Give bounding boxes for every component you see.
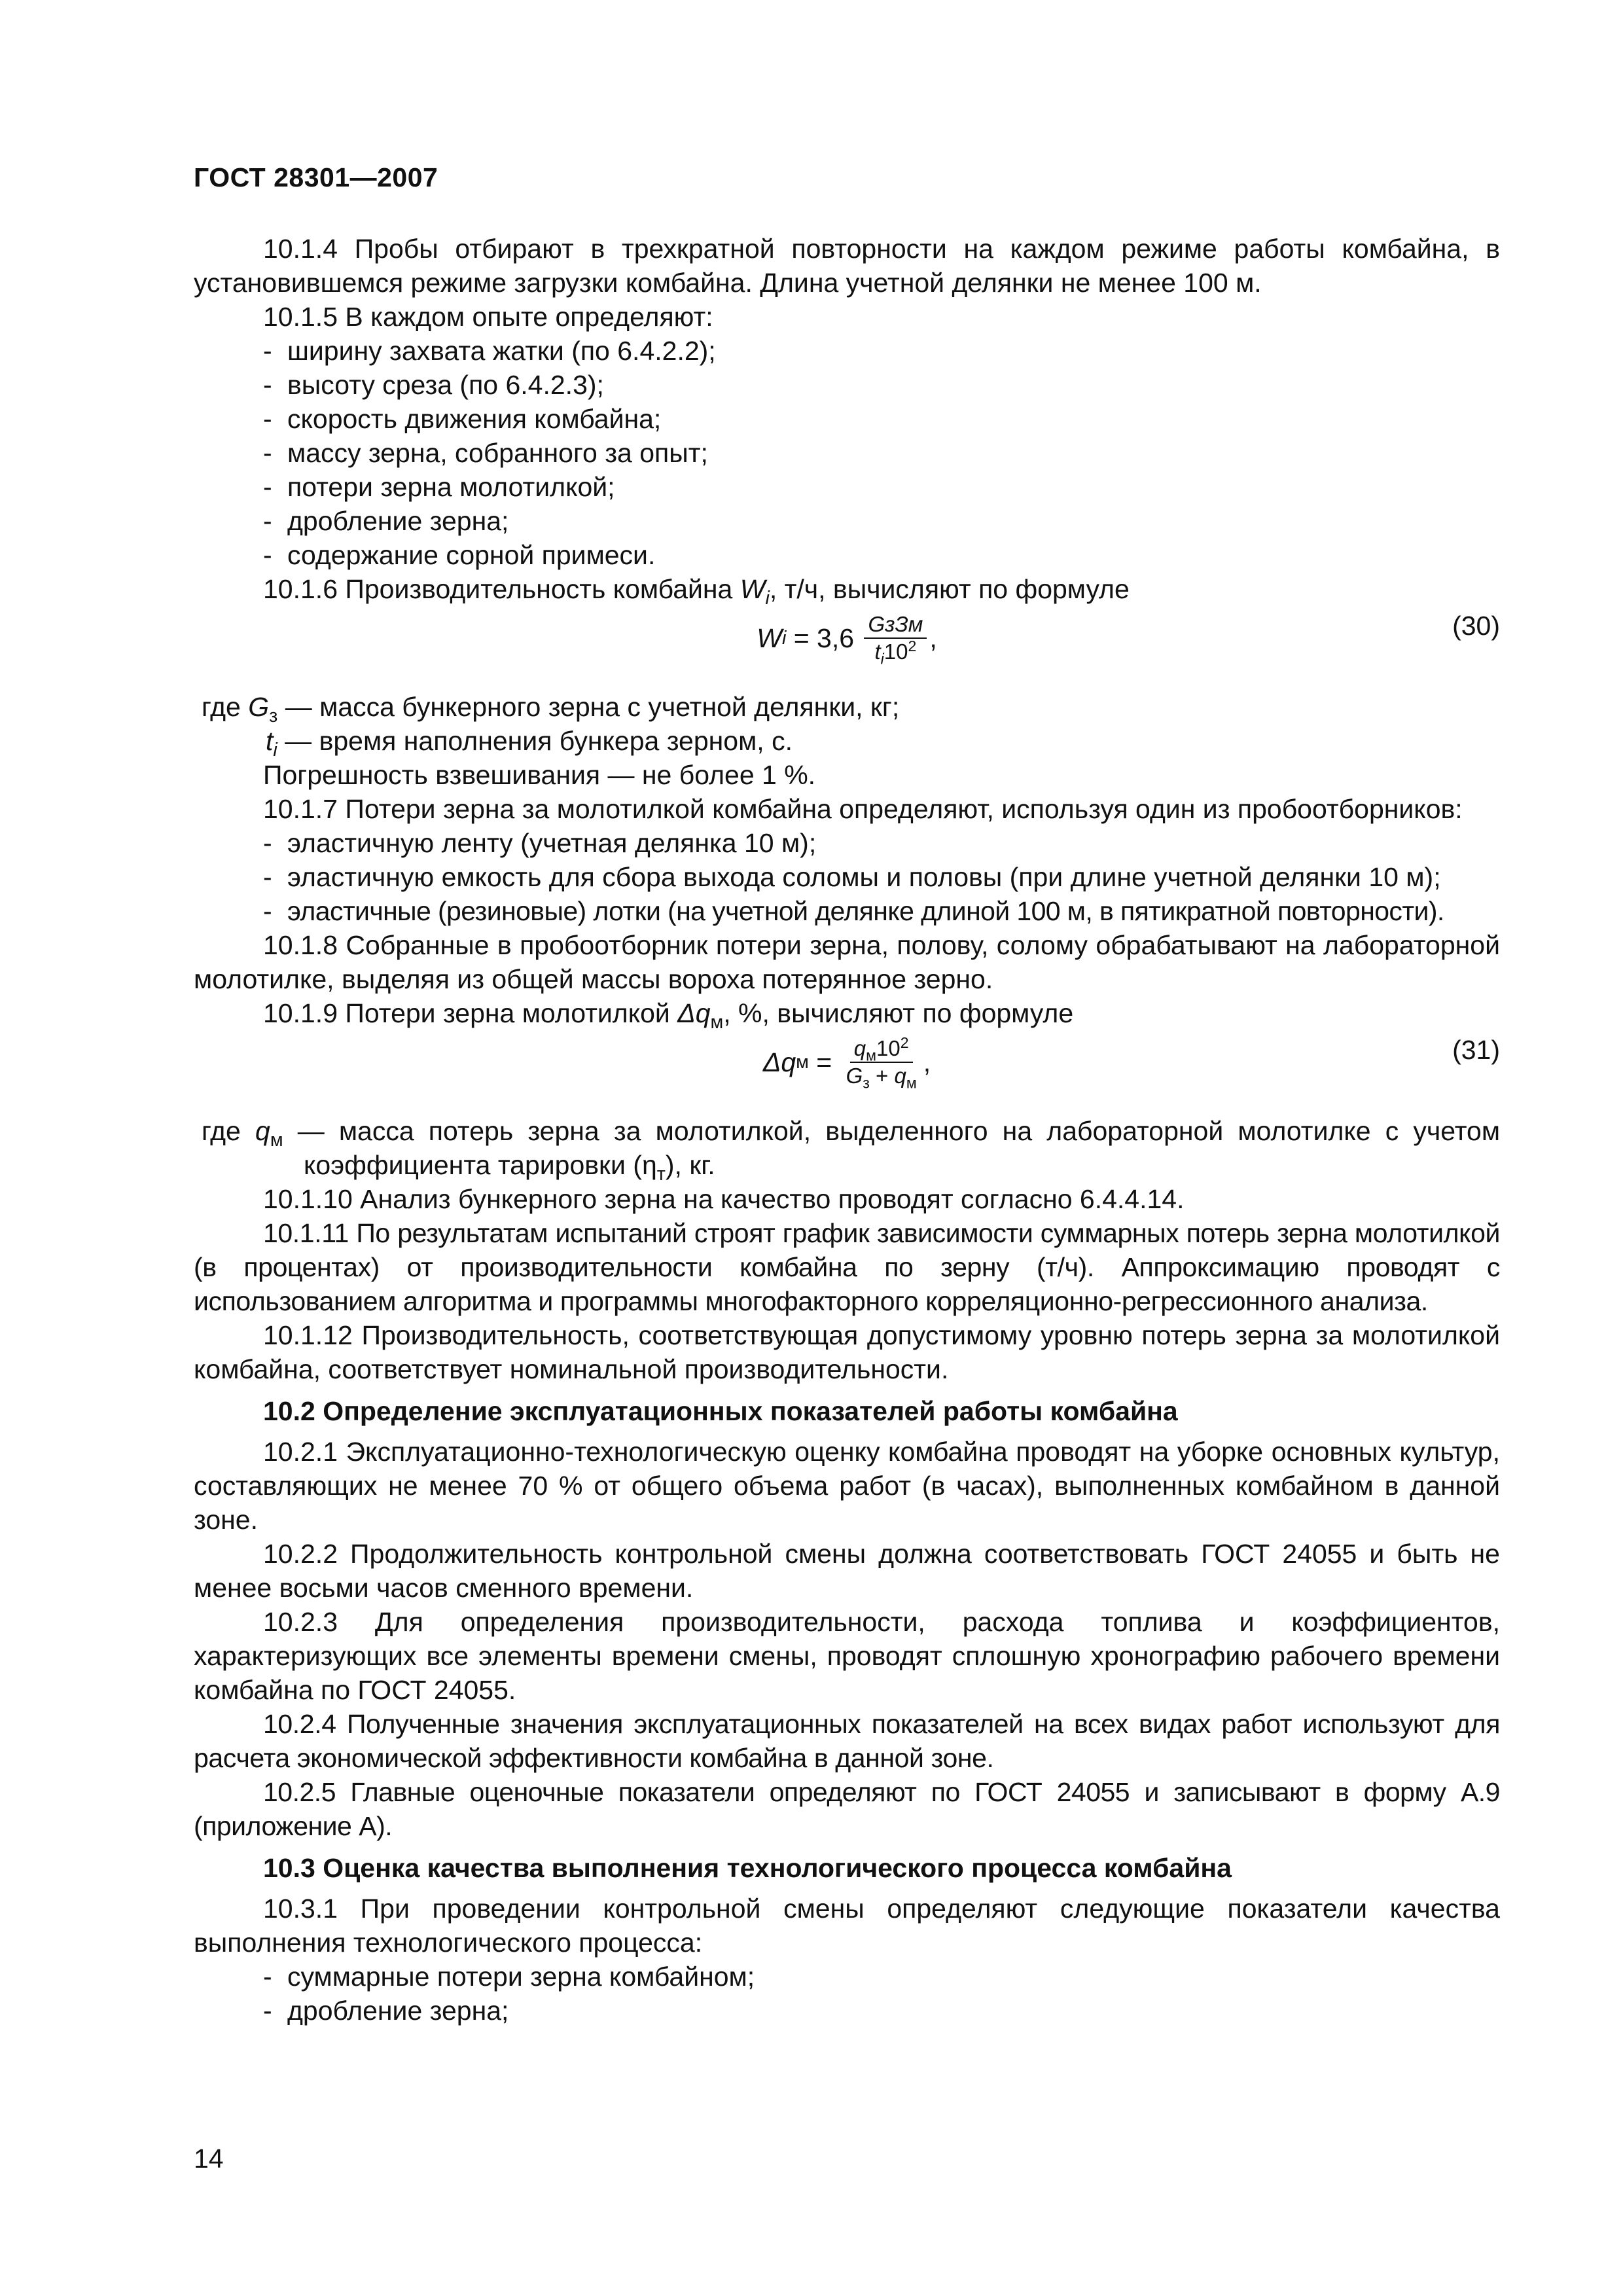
list-item: - эластичную емкость для сбора выхода соломы и половы (при длине учетной делянки 10 м); bbox=[263, 862, 1441, 892]
section-heading-10-3: 10.3 Оценка качества выполнения технологического процесса комбайна bbox=[263, 1853, 1232, 1883]
paragraph-10-1-8: 10.1.8 Собранные в пробоотборник потери зерна, полову, солому обрабатывают на лабораторной молотилке, выделяя из общей массы вороха потерянное зерно. bbox=[194, 930, 1500, 994]
document-page bbox=[194, 0, 1500, 2296]
paragraph-10-1-9: 10.1.9 Потери зерна молотилкой $\Delta q_м$, %, вычисляют по формуле bbox=[263, 998, 1074, 1033]
paragraph-10-1-12: 10.1.12 Производительность, соответствующая допустимому уровню потерь зерна за молотилкой комбайна, соответствует номинальной производительности. bbox=[194, 1320, 1500, 1384]
formula-31: Δq м = $\frac{q_м10^2}{G_з + q_м}$ , (31) bbox=[762, 1034, 1500, 1092]
list-item: - дробление зерна; bbox=[263, 506, 509, 536]
paragraph-weighing-error: Погрешность взвешивания — не более 1 %. bbox=[263, 760, 816, 790]
where-block-1-line-2: $t_i$ — время наполнения бункера зерном, с. bbox=[266, 726, 793, 761]
paragraph-10-3-1: 10.3.1 При проведении контрольной смены определяют следующие показатели качества выполнения технологического процесса: bbox=[194, 1893, 1500, 1958]
list-quality-indicators bbox=[194, 1960, 1500, 2028]
paragraph-10-2-1: 10.2.1 Эксплуатационно-технологическую оценку комбайна проводят на уборке основных культур, составляющих не менее 70 % от общего объема работ (в часах), выполненных комбайном в данной зоне. bbox=[194, 1437, 1500, 1535]
list-samplers bbox=[194, 826, 1500, 928]
list-item: - эластичные (резиновые) лотки (на учетной делянке длиной 100 м, в пятикратной повторности). bbox=[263, 896, 1444, 926]
list-item: - высоту среза (по 6.4.2.3); bbox=[263, 370, 604, 400]
paragraph-10-1-7: 10.1.7 Потери зерна за молотилкой комбайна определяют, используя один из пробоотборников: bbox=[263, 794, 1463, 824]
paragraph-10-2-3: 10.2.3 Для определения производительности, расхода топлива и коэффициентов, характеризующих все элементы времени смены, проводят сплошную хронографию рабочего времени комбайна по ГОСТ 24055. bbox=[194, 1607, 1500, 1705]
list-item: - содержание сорной примеси. bbox=[263, 540, 656, 570]
formula-number: (31) bbox=[1452, 1035, 1500, 1065]
paragraph-10-1-6: 10.1.6 Производительность комбайна $W_i$, т/ч, вычисляют по формуле bbox=[263, 574, 1130, 609]
paragraph-10-1-11: 10.1.11 По результатам испытаний строят график зависимости суммарных потерь зерна молотилкой (в процентах) от производительности комбайна по зерну (т/ч). Аппроксимацию проводят с использованием алгоритма и программы многофакторного корреляционно-регрессионного анализа. bbox=[194, 1218, 1500, 1316]
paragraph-10-1-5: 10.1.5 В каждом опыте определяют: bbox=[263, 302, 713, 332]
page-number: 14 bbox=[194, 2144, 224, 2174]
formula-number: (30) bbox=[1452, 611, 1500, 641]
list-item: - дробление зерна; bbox=[263, 1996, 509, 2026]
where-block-1: где $G_з$ — масса бункерного зерна с учетной делянки, кг; bbox=[202, 692, 900, 727]
where-block-2: где $q_м$ — масса потерь зерна за молотилкой, выделенного на лабораторной молотилке с учетом коэффициента тарировки $(\eta_т)$, кг. bbox=[202, 1116, 1501, 1185]
formula-30: W i = 3,6 $\frac{\text{GзЗм}}{t_i10^2}$ , (30) bbox=[194, 609, 1500, 686]
paragraph-10-1-10: 10.1.10 Анализ бункерного зерна на качество проводят согласно 6.4.4.14. bbox=[263, 1184, 1185, 1214]
list-item: - скорость движения комбайна; bbox=[263, 404, 662, 434]
list-item: - ширину захвата жатки (по 6.4.2.2); bbox=[263, 336, 716, 366]
list-measurements bbox=[194, 334, 1500, 572]
paragraph-10-2-5: 10.2.5 Главные оценочные показатели определяют по ГОСТ 24055 и записывают в форму А.9 (приложение А). bbox=[194, 1777, 1500, 1841]
standard-header: ГОСТ 28301—2007 bbox=[194, 162, 438, 192]
list-item: - потери зерна молотилкой; bbox=[263, 472, 615, 502]
list-item: - массу зерна, собранного за опыт; bbox=[263, 438, 708, 468]
section-heading-10-2: 10.2 Определение эксплуатационных показателей работы комбайна bbox=[263, 1396, 1178, 1426]
paragraph-10-2-2: 10.2.2 Продолжительность контрольной смены должна соответствовать ГОСТ 24055 и быть не менее восьми часов сменного времени. bbox=[194, 1539, 1500, 1603]
paragraph-10-1-4: 10.1.4 Пробы отбирают в трехкратной повторности на каждом режиме работы комбайна, в установившемся режиме загрузки комбайна. Длина учетной делянки не менее 100 м. bbox=[194, 234, 1500, 298]
list-item: - эластичную ленту (учетная делянка 10 м); bbox=[263, 828, 817, 858]
paragraph-10-2-4: 10.2.4 Полученные значения эксплуатационных показателей на всех видах работ используют для расчета экономической эффективности комбайна в данной зоне. bbox=[194, 1709, 1500, 1773]
list-item: - суммарные потери зерна комбайном; bbox=[263, 1962, 755, 1992]
document-body bbox=[194, 232, 1500, 2028]
